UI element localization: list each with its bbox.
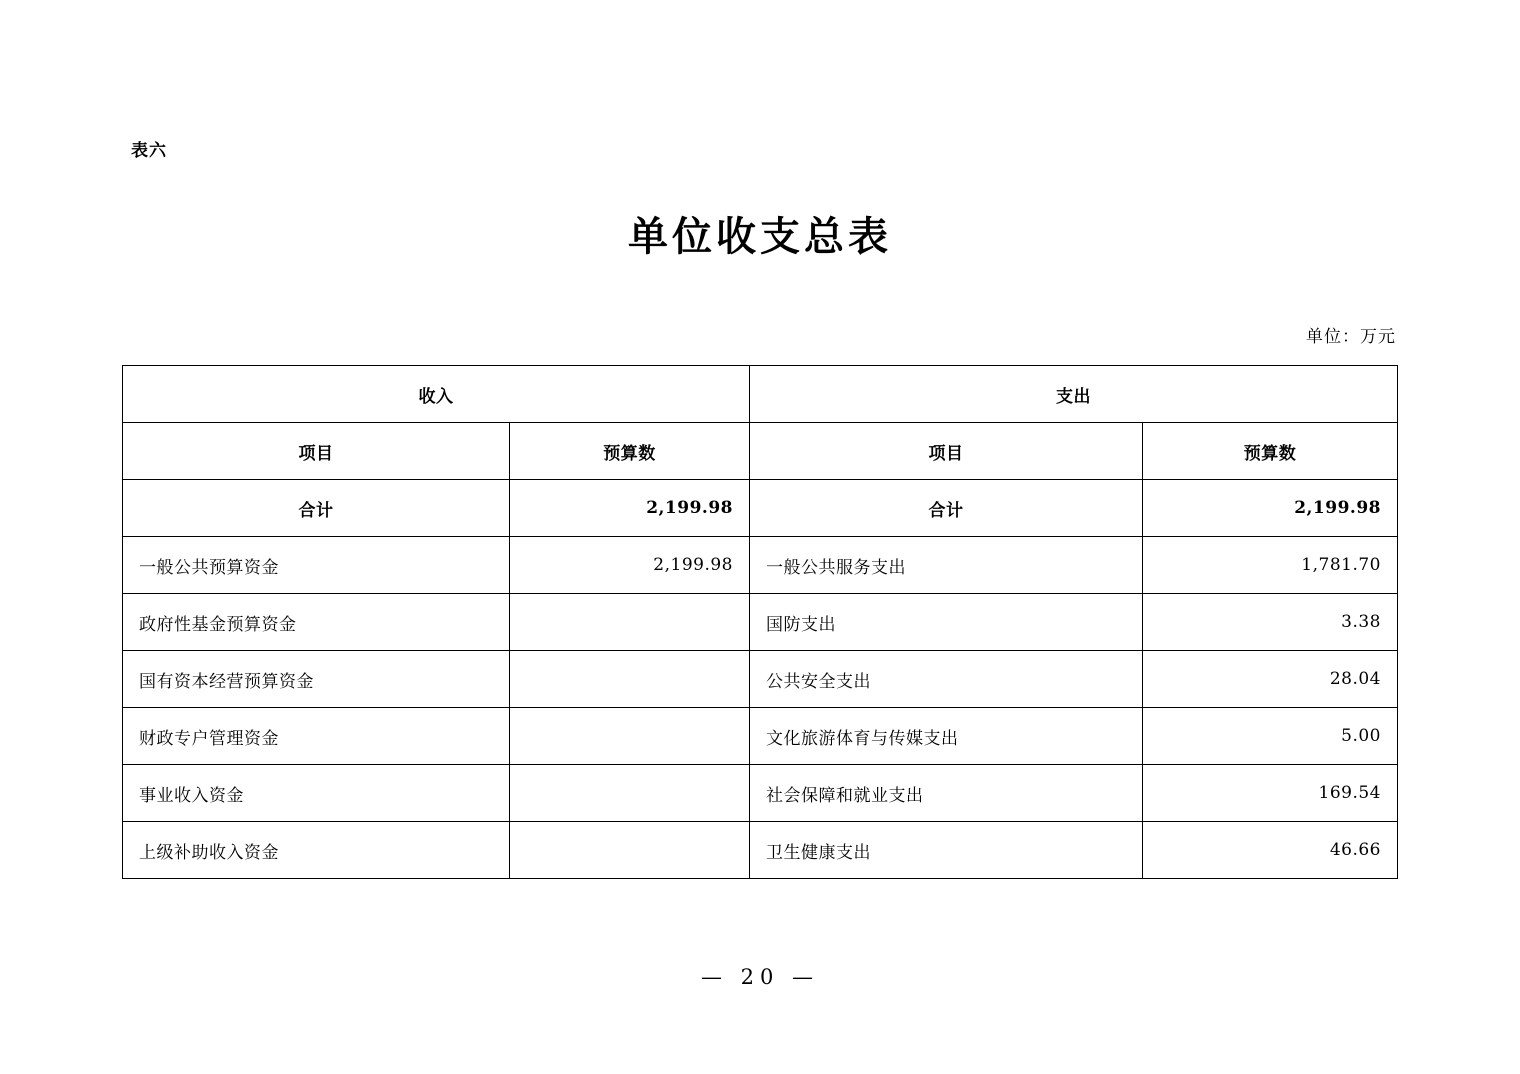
- income-item-label: 财政专户管理资金: [123, 708, 510, 765]
- group-header-expense: 支出: [750, 366, 1398, 423]
- expense-item-label: 文化旅游体育与传媒支出: [750, 708, 1143, 765]
- table-row: [123, 822, 1398, 879]
- total-expense-value: 2,199.98: [1143, 480, 1398, 537]
- table-row: [123, 594, 1398, 651]
- expense-item-value: 46.66: [1143, 822, 1398, 879]
- table-row: [123, 537, 1398, 594]
- table-group-header-row: [123, 366, 1398, 423]
- column-header-expense-item: 项目: [750, 423, 1143, 480]
- income-item-label: 事业收入资金: [123, 765, 510, 822]
- income-item-label: 一般公共预算资金: [123, 537, 510, 594]
- table-row: [123, 708, 1398, 765]
- income-item-value: [510, 708, 750, 765]
- expense-item-value: 28.04: [1143, 651, 1398, 708]
- group-header-income: 收入: [123, 366, 750, 423]
- income-item-label: 国有资本经营预算资金: [123, 651, 510, 708]
- table-row: [123, 651, 1398, 708]
- table-row: [123, 765, 1398, 822]
- table-column-header-row: [123, 423, 1398, 480]
- column-header-expense-budget: 预算数: [1143, 423, 1398, 480]
- expense-item-value: 3.38: [1143, 594, 1398, 651]
- page-number: — 20 —: [700, 965, 820, 989]
- unit-note: 单位：万元: [1306, 327, 1396, 347]
- table-total-row: [123, 480, 1398, 537]
- expense-item-value: 1,781.70: [1143, 537, 1398, 594]
- expense-item-label: 一般公共服务支出: [750, 537, 1143, 594]
- expense-item-label: 国防支出: [750, 594, 1143, 651]
- income-item-value: [510, 822, 750, 879]
- expense-item-value: 5.00: [1143, 708, 1398, 765]
- income-item-value: [510, 765, 750, 822]
- table-label: 表六: [131, 141, 167, 161]
- total-income-value: 2,199.98: [510, 480, 750, 537]
- expense-item-label: 社会保障和就业支出: [750, 765, 1143, 822]
- income-item-label: 上级补助收入资金: [123, 822, 510, 879]
- expense-item-label: 公共安全支出: [750, 651, 1143, 708]
- income-item-value: [510, 594, 750, 651]
- income-item-value: [510, 651, 750, 708]
- expense-item-label: 卫生健康支出: [750, 822, 1143, 879]
- page-title: 单位收支总表: [628, 213, 892, 260]
- expense-item-value: 169.54: [1143, 765, 1398, 822]
- total-income-label: 合计: [123, 480, 510, 537]
- total-expense-label: 合计: [750, 480, 1143, 537]
- budget-table: [122, 365, 1398, 879]
- column-header-income-item: 项目: [123, 423, 510, 480]
- column-header-income-budget: 预算数: [510, 423, 750, 480]
- income-item-value: 2,199.98: [510, 537, 750, 594]
- income-item-label: 政府性基金预算资金: [123, 594, 510, 651]
